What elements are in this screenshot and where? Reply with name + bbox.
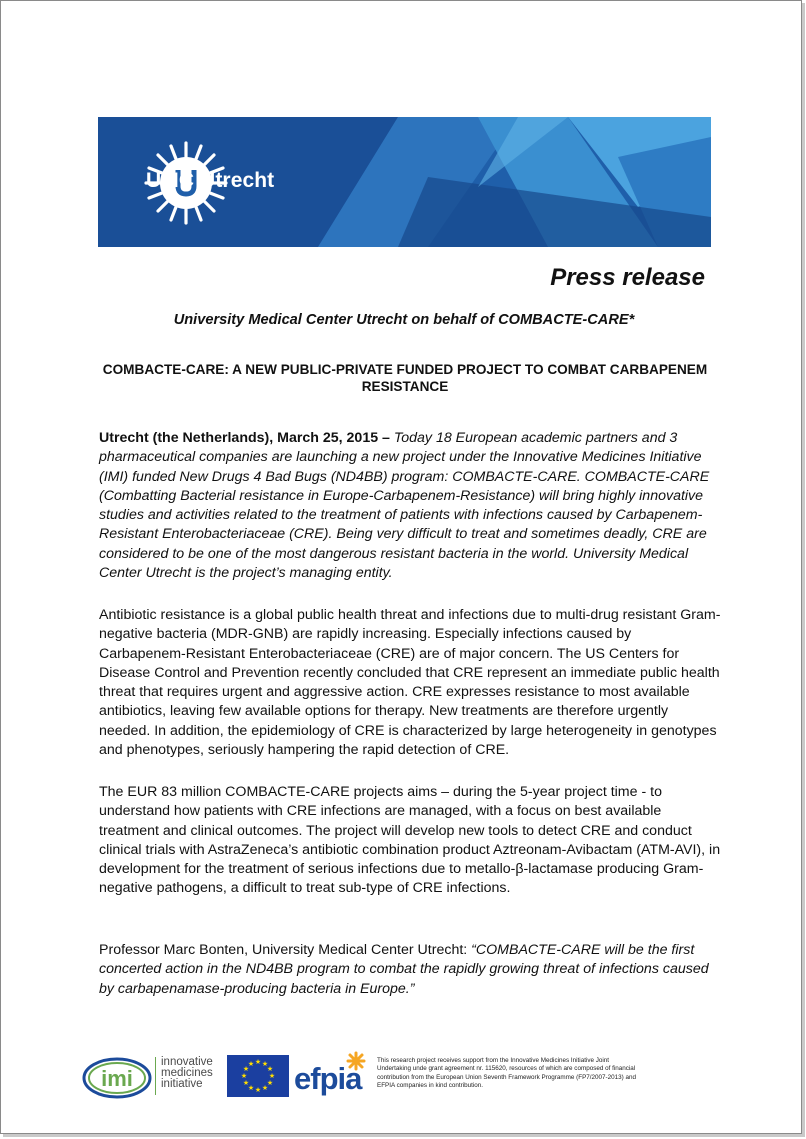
svg-text:★: ★ [261,1060,269,1068]
svg-text:★: ★ [242,1079,250,1087]
svg-text:★: ★ [254,1058,262,1066]
svg-text:★: ★ [254,1086,262,1094]
intro-text: Today 18 European academic partners and 3 pharmaceutical companies are launching a new project under the Innovative Medicines Initiative (IMI) funded New Drugs 4 Bad Bugs (ND4BB) program: COMBACTE-CARE. COMBACTE-CARE (Combatting Bacterial resistance in Europe-Carbapenem-Resistance) will bring highly innovative studies and activities related to the treatment of patients with infections caused by Carbapenem-Resistant Enterobacteriaceae (CRE). Being very difficult to treat and sometimes deadly, CRE are considered to be one of the most dangerous resistant bacteria in the world. University Medical Center Utrecht is the project’s managing entity. [99,430,710,582]
imi-line-1: innovative [161,1056,213,1068]
svg-text:★: ★ [266,1079,274,1087]
imi-logo [81,1055,153,1106]
efpia-logo-text: efpia [294,1061,362,1096]
eu-flag-icon [227,1055,289,1097]
imi-logo-text: imi [101,1066,133,1091]
svg-text:★: ★ [247,1084,255,1092]
footer-logos [81,1051,721,1103]
quote-attribution: Professor Marc Bonten, University Medical Center Utrecht: [99,942,472,958]
subtitle: University Medical Center Utrecht on behalf of COMBACTE-CARE* [173,312,635,328]
efpia-logo [294,1055,380,1099]
funding-notice: This research project receives support from the Innovative Medicines Initiative Joint Undertaking unde grant agreement nr. 115620, resources of which are composed of financial contribution from the European Union Seventh Framework Programme (FP7/2007-2013) and EFPIA companies in kind contribution. [377,1057,637,1090]
imi-wordmark [161,1057,213,1090]
svg-text:★: ★ [261,1084,269,1092]
imi-line-3: initiative [161,1078,203,1090]
paragraph-background: Antibiotic resistance is a global public health threat and infections due to multi-drug resistant Gram-negative bacteria (MDR-GNB) are rapidly increasing. Especially infections caused by Carbapenem-Resistant Enterobacteriaceae (CRE) are of major concern. The US Centers for Disease Control and Prevention recently concluded that CRE represent an immediate public health threat that requires urgent and aggressive action. CRE expresses resistance to most available antibiotics, leaving few available options for therapy. New treatments are therefore urgently needed. In addition, the epidemiology of CRE is characterized by large heterogeneity in genotypes and phenotypes, seriously hampering the rapid detection of CRE. [99,607,721,759]
paragraph-intro [99,429,721,583]
svg-text:★: ★ [268,1072,276,1080]
quote-text: “COMBACTE-CARE will be the first concerted action in the ND4BB program to combat the rapidly growing threat of infections caused by carbapenamase-producing bacteria in Europe.” [99,942,709,997]
svg-text:★: ★ [242,1065,250,1073]
brand-name: UMC Utrecht [146,169,275,192]
logo-divider [155,1057,156,1095]
page-title: Press release [550,264,705,291]
headline: COMBACTE-CARE: A NEW PUBLIC-PRIVATE FUNDED PROJECT TO COMBAT CARBAPENEM RESISTANCE [102,362,708,394]
paragraph-quote [99,941,721,999]
imi-line-2: medicines [161,1067,213,1079]
dateline: Utrecht (the Netherlands), March 25, 2015 – [99,430,394,446]
paragraph-project: The EUR 83 million COMBACTE-CARE projects aims – during the 5-year project time - to understand how patients with CRE infections are managed, with a focus on best available treatment and clinical outcomes. The project will develop new tools to detect CRE and conduct clinical trials with AstraZeneca’s antibiotic combination product Aztreonam-Avibactam (ATM-AVI), in development for the treatment of serious infections due to metallo-β-lactamase producing Gram-negative pathogens, a difficult to treat sub-type of CRE infections. [99,784,721,897]
svg-text:★: ★ [247,1060,255,1068]
svg-text:★: ★ [266,1065,274,1073]
svg-text:★: ★ [240,1072,248,1080]
efpia-star-icon [346,1051,366,1071]
